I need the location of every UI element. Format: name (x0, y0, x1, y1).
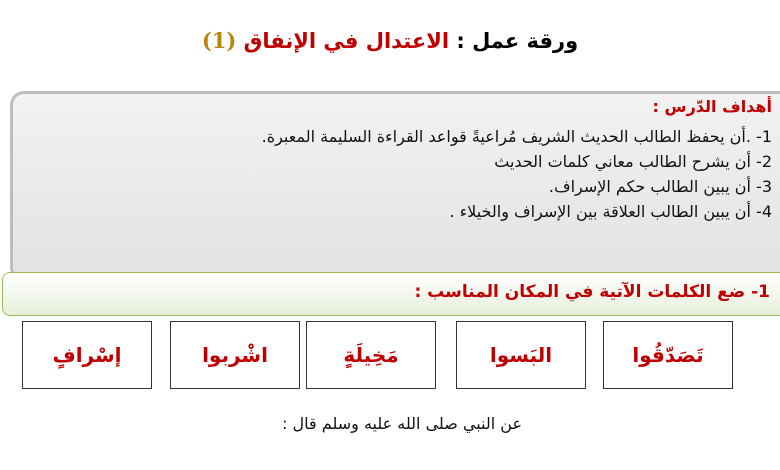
title-number: (1) (201, 28, 237, 53)
word-label: مَخِيلَةٍ (343, 343, 399, 367)
objectives-heading: أهداف الدّرس : (652, 97, 772, 116)
objective-item: 1- .أن يحفظ الطالب الحديث الشريف مُراعيةً قواعد القراءة السليمة المعبرة. (261, 127, 772, 146)
title-topic: الاعتدال في الإنفاق (243, 29, 450, 53)
word-box[interactable] (170, 321, 300, 389)
objective-item: 2- أن يشرح الطالب معاني كلمات الحديث (494, 152, 772, 171)
word-box[interactable] (22, 321, 152, 389)
word-label: البَسوا (489, 343, 553, 367)
word-label: اشْربوا (202, 343, 268, 367)
objectives-list (262, 124, 772, 224)
word-label: تَصَدّقُوا (632, 343, 704, 367)
objective-item: 3- أن يبين الطالب حكم الإسراف. (548, 177, 772, 196)
hadith-intro: عن النبي صلى الله عليه وسلم قال : (282, 414, 522, 433)
word-box[interactable] (603, 321, 733, 389)
title-prefix: ورقة عمل : (449, 29, 579, 53)
page-title (0, 28, 780, 53)
exercise-title: 1- ضع الكلمات الآتية في المكان المناسب : (414, 282, 770, 302)
word-box[interactable] (456, 321, 586, 389)
objective-item: 4- أن يبين الطالب العلاقة بين الإسراف والخيلاء . (449, 202, 772, 221)
word-label: إسْرافٍ (52, 343, 122, 367)
word-box[interactable] (306, 321, 436, 389)
